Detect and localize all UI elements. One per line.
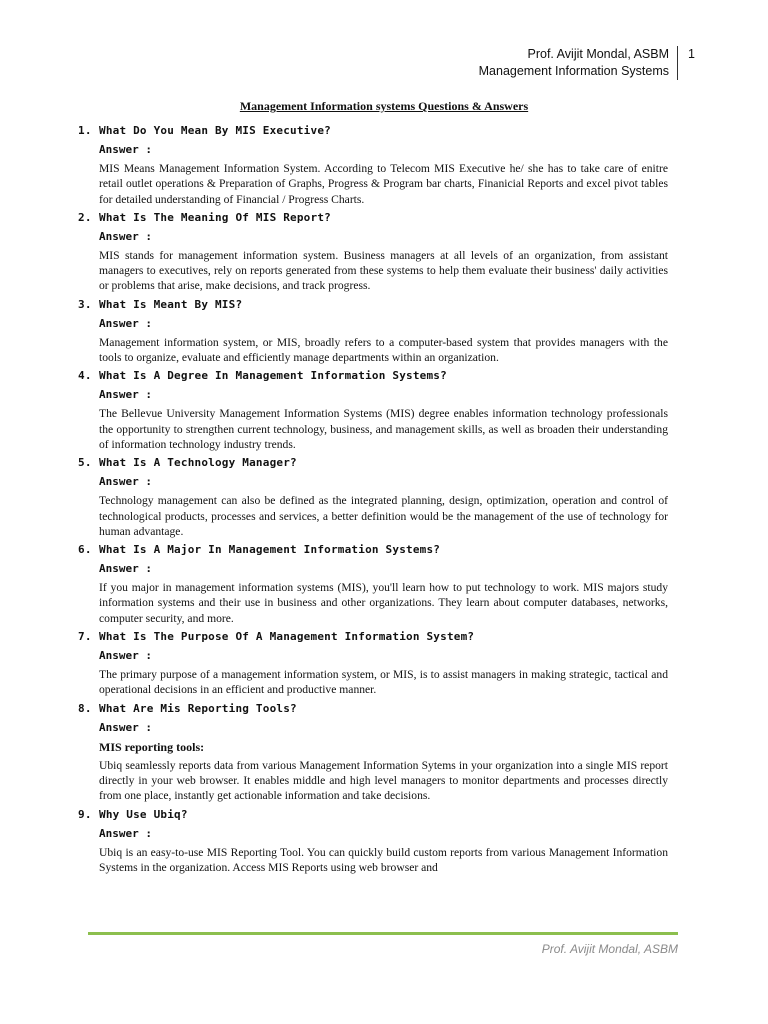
question-number: 4. bbox=[78, 369, 92, 383]
question-number: 1. bbox=[78, 124, 92, 137]
question bbox=[78, 296, 668, 315]
question-text: What Is A Degree In Management Information Systems? bbox=[99, 369, 447, 383]
answer-text: The Bellevue University Management Information Systems (MIS) degree enables information technology professionals the opportunity to strengthen current technology, business, and management skills, as well as broaden their understanding of information technology industry trends. bbox=[99, 407, 668, 451]
answer-text: Management information system, or MIS, broadly refers to a computer-based system that provides managers with the tools to organize, evaluate and efficiently manage departments within an organization. bbox=[99, 335, 668, 365]
answer-text: The primary purpose of a management information system, or MIS, is to assist managers in making strategic, tactical and operational decisions in an efficient and productive manner. bbox=[99, 668, 668, 697]
qa-item bbox=[78, 296, 668, 366]
question bbox=[78, 209, 668, 228]
question-number: 3. bbox=[78, 297, 92, 311]
qa-item bbox=[78, 628, 668, 698]
question-text: What Is A Major In Management Information Systems? bbox=[99, 543, 441, 557]
answer-label: Answer : bbox=[99, 649, 152, 663]
question bbox=[78, 541, 668, 560]
question-text: What Are Mis Reporting Tools? bbox=[99, 701, 297, 715]
question-number: 6. bbox=[78, 543, 92, 557]
question bbox=[78, 454, 668, 473]
question bbox=[78, 122, 668, 141]
question-text: What Is The Meaning Of MIS Report? bbox=[99, 210, 331, 224]
question-number: 7. bbox=[78, 630, 92, 644]
answer-text: Ubiq is an easy-to-use MIS Reporting Tool. You can quickly build custom reports from various Management Information Systems in the organization. Access MIS Reports using web browser and bbox=[99, 845, 668, 874]
answer-label: Answer : bbox=[99, 143, 152, 156]
question-number: 2. bbox=[78, 210, 92, 224]
question-text: What Is The Purpose Of A Management Information System? bbox=[99, 630, 475, 644]
qa-item bbox=[78, 541, 668, 626]
answer-label: Answer : bbox=[99, 720, 152, 734]
header-author: Prof. Avijit Mondal, ASBM bbox=[527, 47, 669, 61]
qa-item bbox=[78, 700, 668, 804]
qa-item bbox=[78, 367, 668, 452]
document-title: Management Information systems Questions & Answers bbox=[239, 99, 529, 113]
question bbox=[78, 628, 668, 647]
question bbox=[78, 700, 668, 719]
footer-divider bbox=[88, 932, 678, 935]
qa-list bbox=[78, 122, 668, 877]
question-text: What Is Meant By MIS? bbox=[99, 297, 243, 311]
question bbox=[78, 806, 668, 825]
header-course: Management Information Systems bbox=[478, 64, 669, 78]
answer-label: Answer : bbox=[99, 316, 152, 330]
answer-text: MIS stands for management information system. Business managers at all levels of an organization, from assistant managers to executives, rely on reports generated from these systems to help them evaluate their business' daily activities or problems that arise, make decisions, and track progress. bbox=[99, 248, 668, 293]
qa-item bbox=[78, 122, 668, 207]
footer-author: Prof. Avijit Mondal, ASBM bbox=[541, 942, 678, 956]
answer-label: Answer : bbox=[99, 229, 152, 243]
question-text: Why Use Ubiq? bbox=[99, 807, 188, 821]
question-text: What Is A Technology Manager? bbox=[99, 456, 297, 470]
question-number: 8. bbox=[78, 701, 92, 715]
qa-item bbox=[78, 454, 668, 539]
answer-label: Answer : bbox=[99, 475, 152, 489]
qa-item bbox=[78, 209, 668, 294]
answer-text: Ubiq seamlessly reports data from various Management Information Sytems in your organization into a single MIS report directly in your web browser. It enables middle and high level managers to monitor departments and processes directly from one place, instantly get actionable information and take decisions. bbox=[99, 758, 668, 803]
answer-text: Technology management can also be defined as the integrated planning, design, optimization, operation and control of technological products, processes and services, a better definition would be the management of the use of technology for human advantage. bbox=[99, 494, 668, 538]
question bbox=[78, 367, 668, 386]
qa-item bbox=[78, 806, 668, 876]
answer-label: Answer : bbox=[99, 826, 152, 840]
answer-label: Answer : bbox=[99, 388, 152, 402]
question-number: 9. bbox=[78, 807, 92, 821]
answer-label: Answer : bbox=[99, 562, 152, 576]
page-header bbox=[479, 46, 678, 80]
answer-text: MIS Means Management Information System. According to Telecom MIS Executive he/ she has to take care of enitre retail outlet operations & Preparation of Graphs, Progress & Program bar charts, Finanicial Reports and excel pivot tables for detailed understanding of Financial / Progress Charts. bbox=[99, 162, 668, 206]
answer-subheading: MIS reporting tools: bbox=[99, 739, 205, 754]
page-number: 1 bbox=[688, 47, 695, 61]
question-number: 5. bbox=[78, 456, 92, 470]
question-text: What Do You Mean By MIS Executive? bbox=[99, 124, 331, 137]
answer-text: If you major in management information systems (MIS), you'll learn how to put technology to work. MIS majors study information systems and their use in business and other organizations. They learn about computer databases, networks, computer security, and more. bbox=[99, 581, 668, 625]
